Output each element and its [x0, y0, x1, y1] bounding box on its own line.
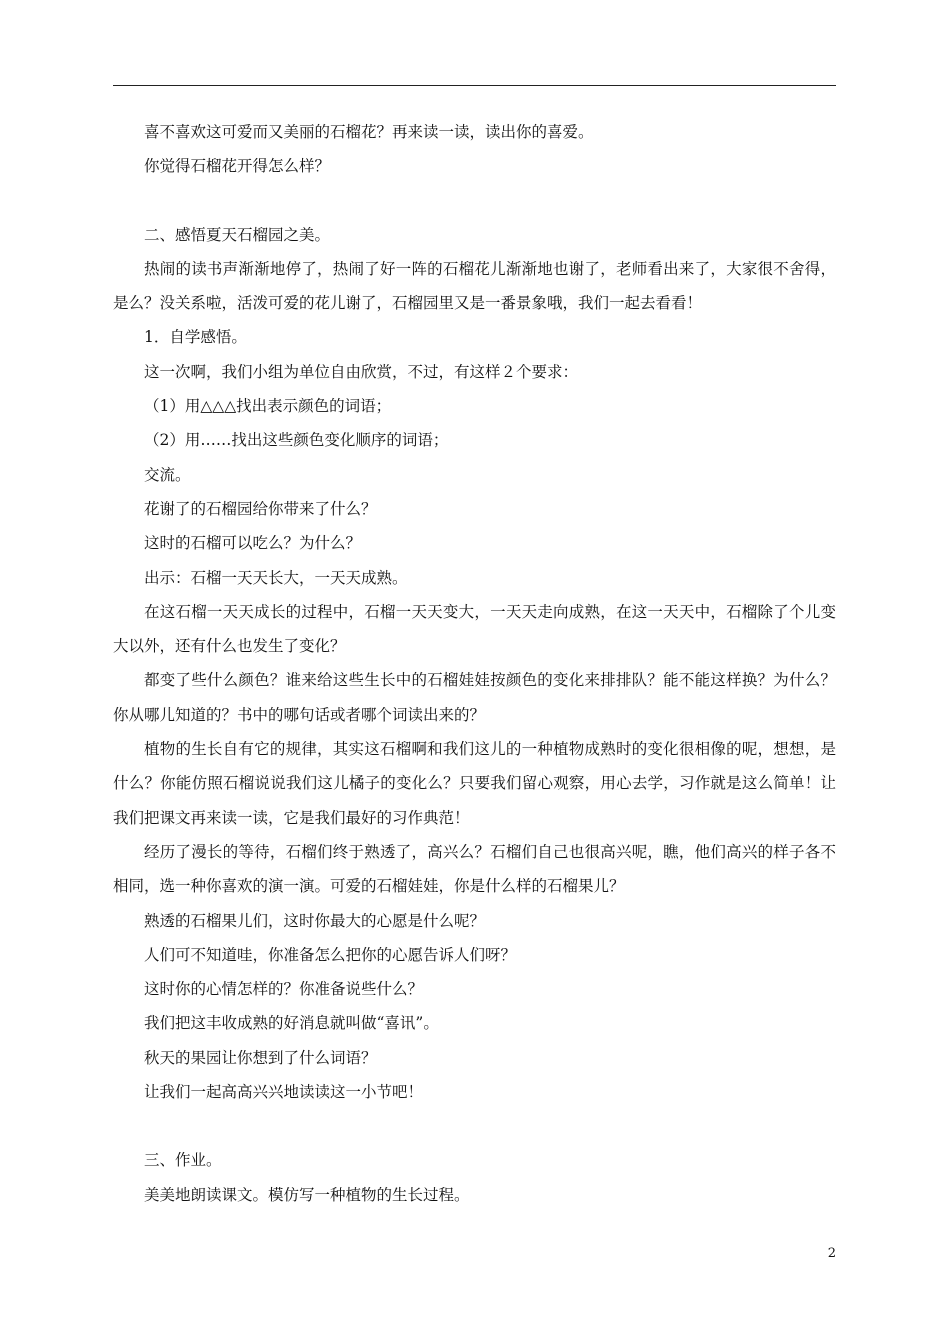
- paragraph: 美美地朗读课文。模仿写一种植物的生长过程。: [144, 1185, 470, 1204]
- section-heading: 三、作业。: [144, 1151, 222, 1170]
- paragraph: 这时你的心情怎样的？你准备说些什么？: [144, 980, 424, 999]
- paragraph: 热闹的读书声渐渐地停了，热闹了好一阵的石榴花儿渐渐地也谢了，老师看出来了，大家很不舍得，是么？没关系啦，活泼可爱的花儿谢了，石榴园里又是一番景象哦，我们一起去看看！: [113, 259, 836, 313]
- paragraph: 出示：石榴一天天长大，一天天成熟。: [144, 568, 408, 587]
- list-item: （2）用……找出这些颜色变化顺序的词语；: [144, 431, 449, 450]
- page-number: 2: [827, 1246, 836, 1261]
- blank-line: [113, 1109, 836, 1143]
- blank-line: [113, 184, 836, 218]
- paragraph: 我们把这丰收成熟的好消息就叫做“喜讯”。: [144, 1014, 439, 1033]
- paragraph: 秋天的果园让你想到了什么词语？: [144, 1048, 377, 1067]
- paragraph: 你觉得石榴花开得怎么样？: [144, 157, 331, 176]
- paragraph: 在这石榴一天天成长的过程中，石榴一天天变大，一天天走向成熟，在这一天天中，石榴除了个儿变大以外，还有什么也发生了变化？: [113, 602, 836, 656]
- paragraph: 经历了漫长的等待，石榴们终于熟透了，高兴么？石榴们自己也很高兴呢，瞧，他们高兴的样子各不相同，选一种你喜欢的演一演。可爱的石榴娃娃，你是什么样的石榴果儿？: [113, 842, 836, 896]
- paragraph: 熟透的石榴果儿们，这时你最大的心愿是什么呢？: [144, 911, 486, 930]
- paragraph: 这一次啊，我们小组为单位自由欣赏，不过，有这样２个要求：: [144, 362, 579, 381]
- paragraph: 人们可不知道哇，你准备怎么把你的心愿告诉人们呀？: [144, 945, 517, 964]
- document-body: [113, 115, 836, 1212]
- paragraph: 花谢了的石榴园给你带来了什么？: [144, 499, 377, 518]
- list-item: （1）用△△△找出表示颜色的词语；: [144, 397, 392, 416]
- paragraph: 交流。: [144, 465, 191, 484]
- subsection-heading: 1．自学感悟。: [144, 328, 247, 347]
- paragraph: 这时的石榴可以吃么？为什么？: [144, 534, 362, 553]
- section-heading: 二、感悟夏天石榴园之美。: [144, 225, 331, 244]
- paragraph: 让我们一起高高兴兴地读读这一小节吧！: [144, 1083, 424, 1102]
- paragraph: 都变了些什么颜色？谁来给这些生长中的石榴娃娃按颜色的变化来排排队？能不能这样换？为什么？你从哪儿知道的？书中的哪句话或者哪个词读出来的？: [113, 671, 836, 724]
- header-rule: [113, 85, 836, 86]
- paragraph: 植物的生长自有它的规律，其实这石榴啊和我们这儿的一种植物成熟时的变化很相像的呢，想想，是什么？你能仿照石榴说说我们这儿橘子的变化么？只要我们留心观察，用心去学，习作就是这么简单！让我们把课文再来读一读，它是我们最好的习作典范！: [113, 740, 836, 827]
- paragraph: 喜不喜欢这可爱而又美丽的石榴花？再来读一读，读出你的喜爱。: [144, 123, 594, 141]
